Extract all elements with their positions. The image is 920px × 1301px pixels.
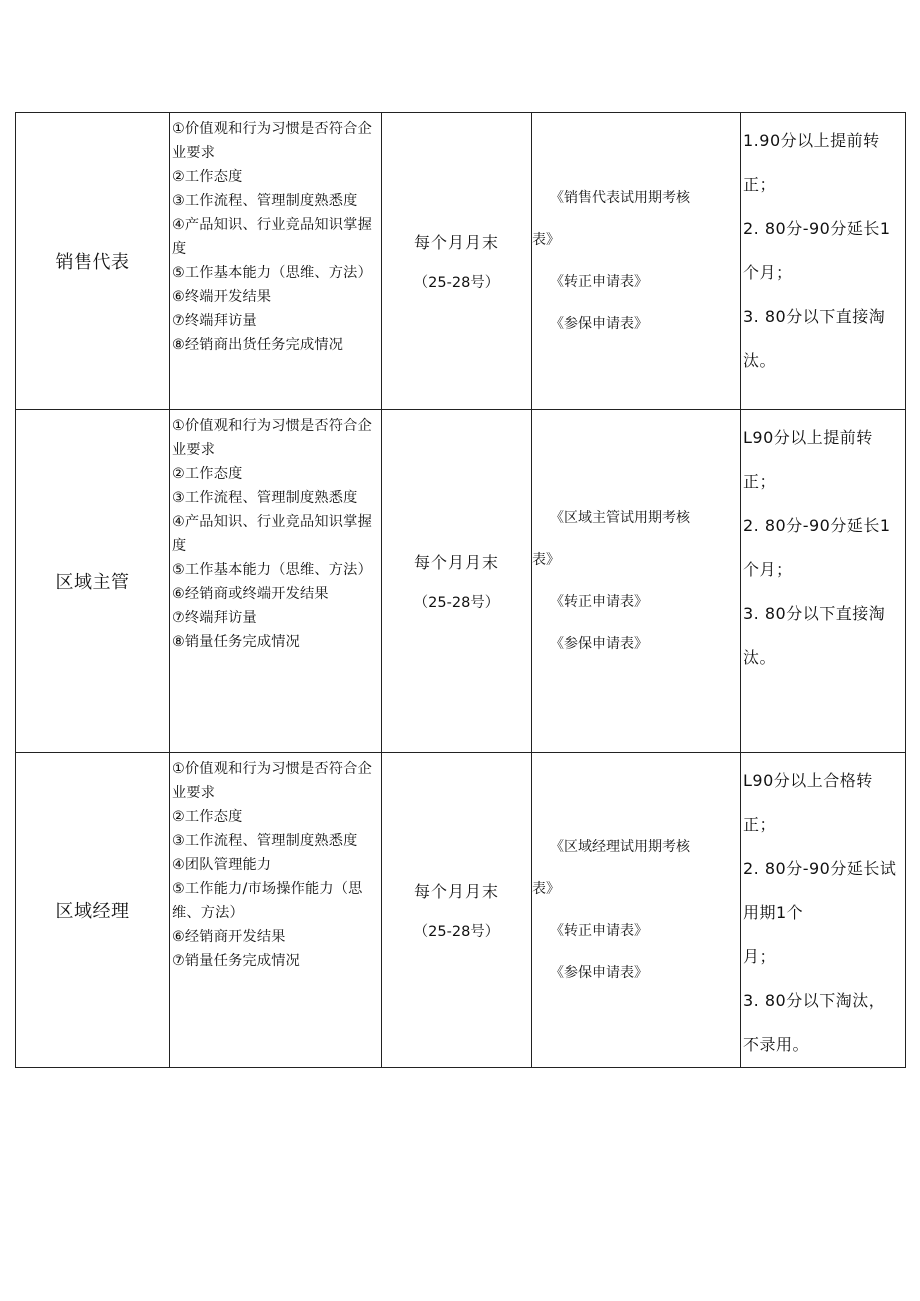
assessment-item: ⑥经销商开发结果: [172, 929, 286, 945]
document-line: 表》: [532, 881, 560, 897]
assessment-item: ⑦销量任务完成情况: [172, 953, 301, 969]
assessment-item: ⑧销量任务完成情况: [172, 634, 301, 650]
assessment-item: ⑦终端拜访量: [172, 610, 257, 626]
document-line: 《转正申请表》: [550, 923, 648, 939]
result-line: 3. 80分以下直接淘汰。: [743, 307, 886, 370]
assessment-item: ⑤工作基本能力（思维、方法）: [172, 265, 372, 281]
assessment-item: ⑦终端拜访量: [172, 313, 257, 329]
time-sub: （25-28号）: [413, 275, 500, 291]
time-main: 每个月月末: [413, 882, 499, 901]
assessment-item: ④产品知识、行业竞品知识掌握度: [172, 514, 372, 554]
assessment-items-cell: [170, 753, 382, 1068]
role-label: 销售代表: [55, 252, 130, 273]
document-line: 《转正申请表》: [550, 274, 648, 290]
assessment-item: ③工作流程、管理制度熟悉度: [172, 490, 358, 506]
assessment-item: ②工作态度: [172, 169, 243, 185]
probation-assessment-table: [15, 112, 906, 1068]
assessment-item: ⑤工作能力/市场操作能力（思维、方法）: [172, 881, 363, 921]
result-cell: [741, 753, 906, 1068]
result-line: L90分以上提前转正；: [743, 428, 873, 491]
assessment-items-cell: [170, 410, 382, 753]
assessment-item: ⑤工作基本能力（思维、方法）: [172, 562, 372, 578]
assessment-time-cell: [382, 410, 532, 753]
assessment-item: ②工作态度: [172, 809, 243, 825]
result-cell: [741, 113, 906, 410]
time-sub: （25-28号）: [413, 924, 500, 940]
time-main: 每个月月末: [413, 233, 499, 252]
assessment-item: ①价值观和行为习惯是否符合企业要求: [172, 418, 372, 458]
documents-cell: [532, 753, 741, 1068]
document-line: 《区域经理试用期考核: [550, 839, 690, 855]
document-line: 《转正申请表》: [550, 594, 648, 610]
assessment-item: ②工作态度: [172, 466, 243, 482]
table-row: [16, 113, 906, 410]
documents-cell: [532, 410, 741, 753]
result-line: 3. 80分以下淘汰，不录用。: [743, 991, 886, 1054]
time-sub: （25-28号）: [413, 595, 500, 611]
result-line: 3. 80分以下直接淘汰。: [743, 604, 886, 667]
assessment-item: ⑥经销商或终端开发结果: [172, 586, 329, 602]
role-label: 区域经理: [55, 901, 130, 922]
assessment-items-cell: [170, 113, 382, 410]
assessment-item: ④产品知识、行业竞品知识掌握度: [172, 217, 372, 257]
assessment-time-cell: [382, 753, 532, 1068]
result-line: 月；: [743, 947, 777, 966]
document-line: 表》: [532, 232, 560, 248]
result-cell: [741, 410, 906, 753]
role-label: 区域主管: [55, 572, 130, 593]
result-line: 2. 80分-90分延长1个月；: [743, 516, 891, 579]
document-line: 《参保申请表》: [550, 316, 648, 332]
role-cell: [16, 113, 170, 410]
result-line: 1.90分以上提前转正；: [743, 131, 880, 194]
assessment-time-cell: [382, 113, 532, 410]
assessment-item: ④团队管理能力: [172, 857, 272, 873]
time-main: 每个月月末: [413, 553, 499, 572]
document-line: 《区域主管试用期考核: [550, 510, 690, 526]
document-line: 《参保申请表》: [550, 965, 648, 981]
result-line: L90分以上合格转正；: [743, 771, 873, 834]
document-line: 表》: [532, 552, 560, 568]
role-cell: [16, 410, 170, 753]
assessment-item: ⑥终端开发结果: [172, 289, 272, 305]
result-line: 2. 80分-90分延长1个月；: [743, 219, 891, 282]
assessment-item: ⑧经销商出货任务完成情况: [172, 337, 344, 353]
result-line: 2. 80分-90分延长试用期1个: [743, 859, 897, 922]
assessment-item: ①价值观和行为习惯是否符合企业要求: [172, 121, 372, 161]
document-line: 《销售代表试用期考核: [550, 190, 690, 206]
assessment-item: ③工作流程、管理制度熟悉度: [172, 193, 358, 209]
role-cell: [16, 753, 170, 1068]
documents-cell: [532, 113, 741, 410]
assessment-item: ③工作流程、管理制度熟悉度: [172, 833, 358, 849]
table-row: [16, 410, 906, 753]
assessment-item: ①价值观和行为习惯是否符合企业要求: [172, 761, 372, 801]
document-line: 《参保申请表》: [550, 636, 648, 652]
table-row: [16, 753, 906, 1068]
